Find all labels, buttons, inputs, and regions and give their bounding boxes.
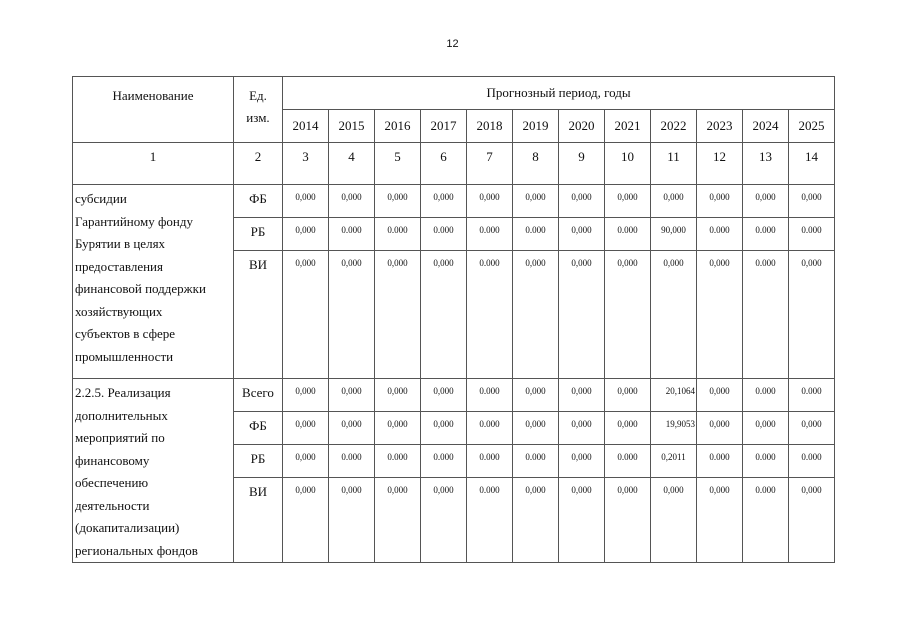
row-name-line: субъектов в сфере — [75, 326, 176, 341]
header-row — [73, 77, 835, 110]
row-name-line: обеспечению — [75, 475, 149, 490]
value-cell: 0,000 — [329, 379, 375, 412]
year-header: 2018 — [467, 110, 513, 143]
unit-cell: ВИ — [234, 251, 283, 379]
value-cell: 0,000 — [605, 185, 651, 218]
value-cell: 0,000 — [513, 251, 559, 379]
forecast-table — [72, 76, 835, 563]
value-cell: 0,000 — [651, 478, 697, 563]
value-cell: 0,000 — [283, 379, 329, 412]
value-cell: 0,000 — [559, 379, 605, 412]
column-number: 14 — [789, 143, 835, 185]
value-cell: 0,000 — [421, 412, 467, 445]
row-name-line: Гарантийному фонду — [75, 213, 193, 229]
value-cell: 0,000 — [283, 412, 329, 445]
value-cell: 0,000 — [605, 379, 651, 412]
value-cell: 0.000 — [375, 445, 421, 478]
value-cell: 0.000 — [375, 218, 421, 251]
value-cell: 0.000 — [743, 478, 789, 563]
row-name-line: хозяйствующих — [75, 303, 163, 319]
value-cell: 0.000 — [421, 445, 467, 478]
row-name-line: Бурятии в целях — [75, 236, 166, 251]
period-header: Прогнозный период, годы — [283, 77, 835, 110]
value-cell: 0,000 — [421, 185, 467, 218]
column-number: 5 — [375, 143, 421, 185]
name-header: Наименование — [73, 77, 234, 143]
column-number: 3 — [283, 143, 329, 185]
unit-header-line1: Ед. — [249, 88, 267, 103]
value-cell: 0,000 — [789, 185, 835, 218]
value-cell: 0.000 — [329, 445, 375, 478]
value-cell: 0,000 — [651, 185, 697, 218]
value-cell: 0.000 — [513, 445, 559, 478]
value-cell: 0,000 — [697, 379, 743, 412]
unit-cell: ФБ — [234, 185, 283, 218]
row-name-line: (докапитализации) — [75, 520, 180, 535]
unit-cell: РБ — [234, 445, 283, 478]
value-cell: 0.000 — [467, 218, 513, 251]
row-name-line: финансовой поддержки — [75, 281, 206, 296]
row-name-line: 2.2.5. Реализация — [75, 385, 171, 400]
value-cell: 0,000 — [559, 445, 605, 478]
column-number: 4 — [329, 143, 375, 185]
row-name-line: региональных фондов — [75, 542, 198, 558]
row-name-line: дополнительных — [75, 407, 168, 423]
unit-header — [234, 77, 283, 143]
column-number: 10 — [605, 143, 651, 185]
row-name-line: предоставления — [75, 258, 163, 274]
year-header: 2021 — [605, 110, 651, 143]
column-numbers-row — [73, 143, 835, 185]
row-name-cell — [73, 379, 234, 563]
unit-cell: ВИ — [234, 478, 283, 563]
column-number: 8 — [513, 143, 559, 185]
value-cell: 0.000 — [467, 251, 513, 379]
value-cell: 0.000 — [605, 445, 651, 478]
unit-cell: Всего — [234, 379, 283, 412]
year-header: 2024 — [743, 110, 789, 143]
column-number: 1 — [73, 143, 234, 185]
value-cell: 0,000 — [605, 251, 651, 379]
value-cell: 0.000 — [697, 218, 743, 251]
value-cell: 0,000 — [559, 478, 605, 563]
column-number: 2 — [234, 143, 283, 185]
value-cell: 20,1064 — [651, 379, 697, 412]
value-cell: 0,000 — [743, 412, 789, 445]
value-cell: 0,000 — [697, 478, 743, 563]
year-header: 2019 — [513, 110, 559, 143]
row-name-line: мероприятий по — [75, 430, 165, 445]
value-cell: 0,000 — [283, 445, 329, 478]
column-number: 12 — [697, 143, 743, 185]
value-cell: 0.000 — [789, 379, 835, 412]
value-cell: 0.000 — [467, 412, 513, 445]
value-cell: 0,2011 — [651, 445, 697, 478]
value-cell: 0.000 — [789, 218, 835, 251]
table-row — [73, 185, 835, 218]
year-header: 2020 — [559, 110, 605, 143]
value-cell: 0,000 — [283, 218, 329, 251]
year-header: 2025 — [789, 110, 835, 143]
value-cell: 0,000 — [375, 379, 421, 412]
unit-cell: РБ — [234, 218, 283, 251]
value-cell: 0.000 — [743, 445, 789, 478]
value-cell: 0.000 — [743, 218, 789, 251]
value-cell: 0.000 — [743, 251, 789, 379]
table-row — [73, 379, 835, 412]
value-cell: 0,000 — [513, 478, 559, 563]
column-number: 9 — [559, 143, 605, 185]
column-number: 11 — [651, 143, 697, 185]
value-cell: 0,000 — [513, 412, 559, 445]
value-cell: 0,000 — [789, 478, 835, 563]
value-cell: 0,000 — [559, 218, 605, 251]
year-header: 2014 — [283, 110, 329, 143]
value-cell: 0,000 — [375, 251, 421, 379]
row-name-cell — [73, 185, 234, 379]
value-cell: 0.000 — [605, 218, 651, 251]
year-header: 2015 — [329, 110, 375, 143]
value-cell: 0,000 — [605, 478, 651, 563]
value-cell: 0,000 — [421, 379, 467, 412]
value-cell: 0,000 — [283, 478, 329, 563]
unit-header-line2: изм. — [246, 110, 270, 125]
unit-cell: ФБ — [234, 412, 283, 445]
value-cell: 0,000 — [651, 251, 697, 379]
value-cell: 0,000 — [329, 478, 375, 563]
column-number: 7 — [467, 143, 513, 185]
value-cell: 0,000 — [329, 412, 375, 445]
value-cell: 0,000 — [789, 251, 835, 379]
value-cell: 0.000 — [467, 445, 513, 478]
value-cell: 0,000 — [283, 251, 329, 379]
value-cell: 0.000 — [329, 218, 375, 251]
value-cell: 0.000 — [513, 218, 559, 251]
value-cell: 0,000 — [467, 185, 513, 218]
value-cell: 0,000 — [375, 185, 421, 218]
value-cell: 0,000 — [283, 185, 329, 218]
column-number: 13 — [743, 143, 789, 185]
value-cell: 0.000 — [789, 445, 835, 478]
row-name-line: промышленности — [75, 348, 174, 364]
row-name-line: субсидии — [75, 191, 127, 206]
value-cell: 0,000 — [559, 251, 605, 379]
value-cell: 0.000 — [697, 445, 743, 478]
year-header: 2022 — [651, 110, 697, 143]
value-cell: 0.000 — [467, 478, 513, 563]
year-header: 2016 — [375, 110, 421, 143]
value-cell: 0,000 — [513, 185, 559, 218]
row-name-line: финансовому — [75, 452, 150, 468]
value-cell: 0,000 — [421, 478, 467, 563]
value-cell: 0,000 — [743, 185, 789, 218]
value-cell: 0,000 — [559, 412, 605, 445]
value-cell: 90,000 — [651, 218, 697, 251]
year-header: 2017 — [421, 110, 467, 143]
value-cell: 0,000 — [375, 412, 421, 445]
value-cell: 0,000 — [375, 478, 421, 563]
value-cell: 0,000 — [329, 185, 375, 218]
value-cell: 0,000 — [329, 251, 375, 379]
page-number: 12 — [446, 38, 459, 50]
value-cell: 0,000 — [559, 185, 605, 218]
value-cell: 0,000 — [697, 185, 743, 218]
value-cell: 0.000 — [467, 379, 513, 412]
value-cell: 0.000 — [421, 218, 467, 251]
row-name-line: деятельности — [75, 497, 150, 513]
year-header: 2023 — [697, 110, 743, 143]
value-cell: 0.000 — [743, 379, 789, 412]
value-cell: 0,000 — [697, 251, 743, 379]
column-number: 6 — [421, 143, 467, 185]
value-cell: 0,000 — [513, 379, 559, 412]
value-cell: 0,000 — [697, 412, 743, 445]
value-cell: 0,000 — [421, 251, 467, 379]
value-cell: 19,9053 — [651, 412, 697, 445]
value-cell: 0,000 — [789, 412, 835, 445]
value-cell: 0,000 — [605, 412, 651, 445]
